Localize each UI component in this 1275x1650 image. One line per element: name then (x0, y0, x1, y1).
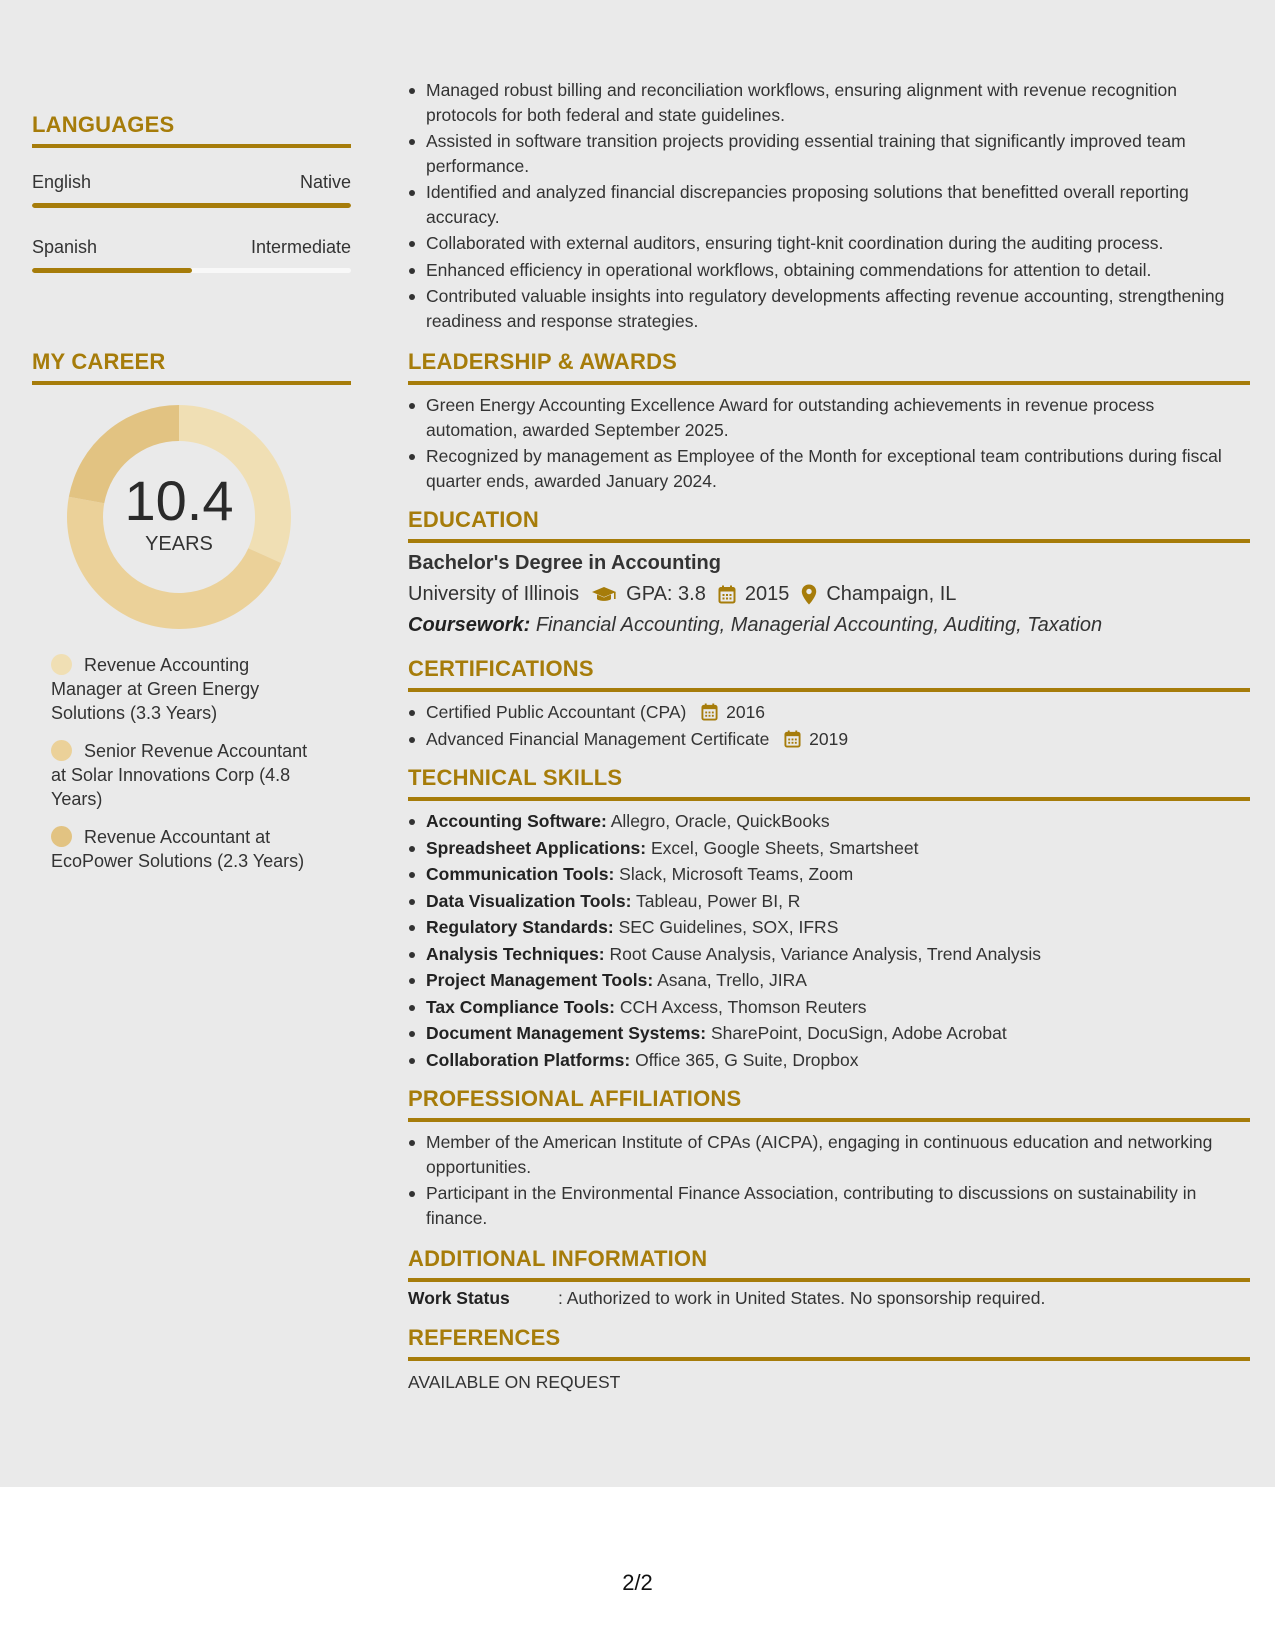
section-rule (408, 797, 1250, 801)
language-level: Native (299, 172, 351, 192)
list-item: Identified and analyzed financial discrepancies proposing solutions that benefitted overall reporting accuracy. (408, 180, 1250, 229)
school-name: University of Illinois (408, 583, 580, 605)
section-rule (408, 1357, 1250, 1361)
skill-item (408, 968, 1250, 993)
page-number: 2/2 (622, 1570, 653, 1595)
work-status-label: Work Status (408, 1288, 510, 1308)
skills-list (408, 809, 1250, 1072)
affiliations-title: PROFESSIONAL AFFILIATIONS (408, 1086, 742, 1111)
skill-label: Data Visualization Tools: (426, 890, 632, 911)
languages-title: LANGUAGES (32, 112, 175, 137)
coursework (408, 614, 1250, 637)
career-donut-chart (32, 397, 351, 637)
language-bar (32, 268, 351, 273)
legend-dot (51, 740, 72, 761)
location-pin-icon (801, 584, 817, 605)
list-item (408, 727, 1250, 752)
skill-value: Office 365, G Suite, Dropbox (635, 1049, 859, 1070)
career-unit: YEARS (145, 533, 213, 555)
skill-value: CCH Axcess, Thomson Reuters (619, 996, 867, 1017)
list-item: Enhanced efficiency in operational workflows, obtaining commendations for attention to detail. (408, 258, 1250, 283)
skill-label: Communication Tools: (426, 864, 615, 884)
skill-value: Slack, Microsoft Teams, Zoom (619, 864, 854, 884)
certifications-list (408, 700, 1250, 751)
section-rule (32, 381, 351, 385)
legend-label: Revenue Accounting Manager at Green Energy Solutions (3.3 Years) (51, 655, 260, 723)
skill-value: SharePoint, DocuSign, Adobe Acrobat (710, 1023, 1007, 1043)
certification-year: 2016 (726, 702, 766, 722)
work-status-row (408, 1288, 1250, 1309)
language-item (32, 237, 351, 273)
language-bar-fill (32, 268, 192, 273)
work-status-value: : Authorized to work in United States. No sponsorship required. (558, 1288, 1046, 1308)
skill-item (408, 915, 1250, 940)
list-item: Managed robust billing and reconciliation workflows, ensuring alignment with revenue recognition protocols for both federal and state guidelines. (408, 78, 1250, 127)
certification-name: Advanced Financial Management Certificate (426, 728, 770, 749)
list-item: Assisted in software transition projects providing essential training that significantly improved team performance. (408, 129, 1250, 178)
skill-item (408, 836, 1250, 861)
skill-label: Analysis Techniques: (426, 943, 605, 964)
list-item: Collaborated with external auditors, ensuring tight-knit coordination during the auditing process. (408, 231, 1250, 256)
career-legend-item (51, 739, 322, 811)
skill-label: Spreadsheet Applications: (426, 837, 647, 858)
calendar-icon (784, 730, 801, 748)
language-bar (32, 203, 351, 208)
certification-name: Certified Public Accountant (CPA) (426, 702, 687, 722)
leadership-list (408, 393, 1250, 493)
leadership-section (408, 349, 1250, 493)
language-name: Spanish (32, 237, 98, 257)
career-legend-item (51, 653, 322, 725)
career-legend-item (51, 825, 322, 873)
references-section (408, 1325, 1250, 1393)
coursework-list: Financial Accounting, Managerial Accounting, Auditing, Taxation (535, 614, 1103, 636)
education-details (408, 583, 1250, 606)
skills-section (408, 765, 1250, 1072)
language-name: English (32, 172, 92, 192)
calendar-icon (718, 585, 736, 604)
career-section (32, 349, 351, 873)
section-rule (32, 144, 351, 148)
list-item: Member of the American Institute of CPAs (AICPA), engaging in continuous education and networking opportunities. (408, 1130, 1250, 1179)
skill-value: Root Cause Analysis, Variance Analysis, Trend Analysis (609, 943, 1042, 964)
legend-dot (51, 826, 72, 847)
legend-label: Senior Revenue Accountant at Solar Innovations Corp (4.8 Years) (51, 741, 308, 809)
graduation-year: 2015 (744, 583, 790, 605)
certifications-title: CERTIFICATIONS (408, 656, 594, 681)
section-rule (408, 1118, 1250, 1122)
language-item (32, 172, 351, 208)
skill-label: Collaboration Platforms: (426, 1049, 631, 1070)
affiliations-list (408, 1130, 1250, 1230)
skill-item (408, 942, 1250, 967)
career-legend (32, 653, 322, 873)
education-section (408, 507, 1250, 637)
skill-label: Tax Compliance Tools: (426, 996, 615, 1017)
legend-dot (51, 654, 72, 675)
skill-label: Regulatory Standards: (426, 917, 614, 937)
right-column (408, 78, 1250, 1393)
language-bar-fill (32, 203, 351, 208)
experience-bullets (408, 78, 1250, 333)
skill-value: Allegro, Oracle, QuickBooks (610, 811, 830, 831)
gpa: GPA: 3.8 (626, 583, 706, 605)
skill-item (408, 1048, 1250, 1073)
list-item: Contributed valuable insights into regulatory developments affecting revenue accounting, strengthening readiness and response strategies. (408, 284, 1250, 333)
graduation-cap-icon (591, 586, 617, 604)
skill-item (408, 809, 1250, 834)
skill-value: Excel, Google Sheets, Smartsheet (650, 837, 919, 858)
education-location: Champaign, IL (826, 583, 957, 605)
skill-item (408, 1021, 1250, 1046)
skill-value: SEC Guidelines, SOX, IFRS (618, 917, 839, 937)
section-rule (408, 539, 1250, 543)
career-title: MY CAREER (32, 349, 166, 374)
skill-label: Accounting Software: (426, 811, 607, 831)
left-column (32, 112, 351, 873)
affiliations-section (408, 1086, 1250, 1230)
languages-section (32, 112, 351, 273)
language-level: Intermediate (250, 237, 351, 257)
section-rule (408, 381, 1250, 385)
coursework-label: Coursework: (408, 614, 531, 636)
section-rule (408, 688, 1250, 692)
education-title: EDUCATION (408, 507, 539, 532)
references-text: AVAILABLE ON REQUEST (408, 1372, 621, 1392)
calendar-icon (701, 703, 718, 721)
additional-info-title: ADDITIONAL INFORMATION (408, 1246, 708, 1271)
skill-item (408, 995, 1250, 1020)
list-item: Recognized by management as Employee of the Month for exceptional team contributions during fiscal quarter ends, awarded January 2024. (408, 444, 1250, 493)
list-item: Participant in the Environmental Finance Association, contributing to discussions on sustainability in finance. (408, 1181, 1250, 1230)
degree-title: Bachelor's Degree in Accounting (408, 552, 721, 574)
certification-year: 2019 (809, 728, 849, 749)
skill-item (408, 889, 1250, 914)
skill-value: Asana, Trello, JIRA (657, 970, 807, 990)
leadership-title: LEADERSHIP & AWARDS (408, 349, 678, 374)
certifications-section (408, 656, 1250, 751)
skill-label: Document Management Systems: (426, 1023, 707, 1043)
additional-info-section (408, 1246, 1250, 1309)
skill-value: Tableau, Power BI, R (636, 890, 801, 911)
references-title: REFERENCES (408, 1325, 561, 1350)
skill-item (408, 862, 1250, 887)
legend-label: Revenue Accountant at EcoPower Solutions (2.3 Years) (51, 827, 305, 871)
list-item: Green Energy Accounting Excellence Award for outstanding achievements in revenue process automation, awarded September 2025. (408, 393, 1250, 442)
skills-title: TECHNICAL SKILLS (408, 765, 623, 790)
skill-label: Project Management Tools: (426, 970, 654, 990)
list-item (408, 700, 1250, 725)
section-rule (408, 1278, 1250, 1282)
career-total: 10.4 (124, 469, 234, 532)
